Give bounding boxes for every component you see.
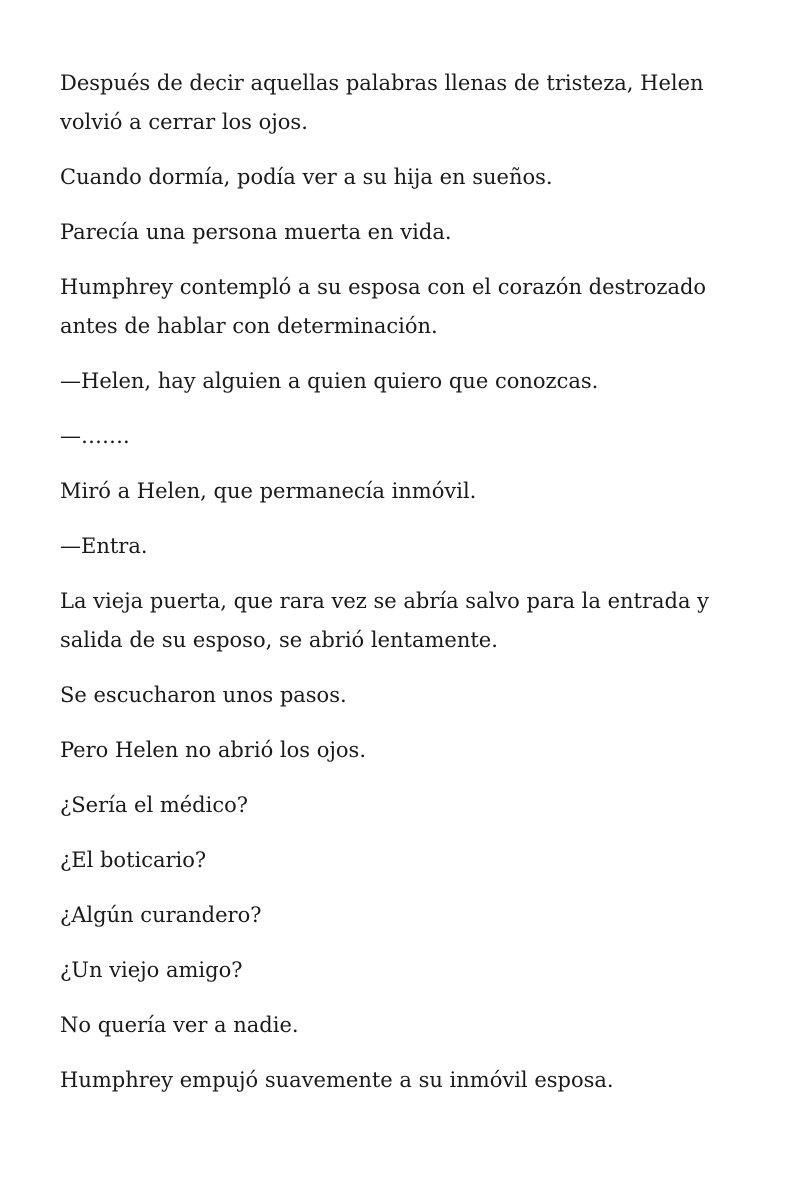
paragraph: Cuando dormía, podía ver a su hija en sueños. [60,165,553,189]
paragraph: La vieja puerta, que rara vez se abría salvo para la entrada y salida de su esposo, se abrió lentamente. [60,589,710,652]
document-page [60,64,760,1116]
paragraph: ¿El boticario? [60,848,207,872]
paragraph: No quería ver a nadie. [60,1013,299,1037]
paragraph: —Entra. [60,534,148,558]
paragraph: Parecía una persona muerta en vida. [60,220,452,244]
paragraph: ¿Algún curandero? [60,903,262,927]
paragraph: Después de decir aquellas palabras llenas de tristeza, Helen volvió a cerrar los ojos. [60,71,704,134]
paragraph: Humphrey contempló a su esposa con el corazón destrozado antes de hablar con determinación. [60,275,707,338]
paragraph: —Helen, hay alguien a quien quiero que conozcas. [60,369,599,393]
paragraph: Pero Helen no abrió los ojos. [60,738,366,762]
paragraph: —……. [60,424,130,448]
paragraph: ¿Un viejo amigo? [60,958,243,982]
paragraph: Se escucharon unos pasos. [60,683,347,707]
paragraph: ¿Sería el médico? [60,793,249,817]
paragraph: Miró a Helen, que permanecía inmóvil. [60,479,477,503]
paragraph: Humphrey empujó suavemente a su inmóvil esposa. [60,1068,614,1092]
